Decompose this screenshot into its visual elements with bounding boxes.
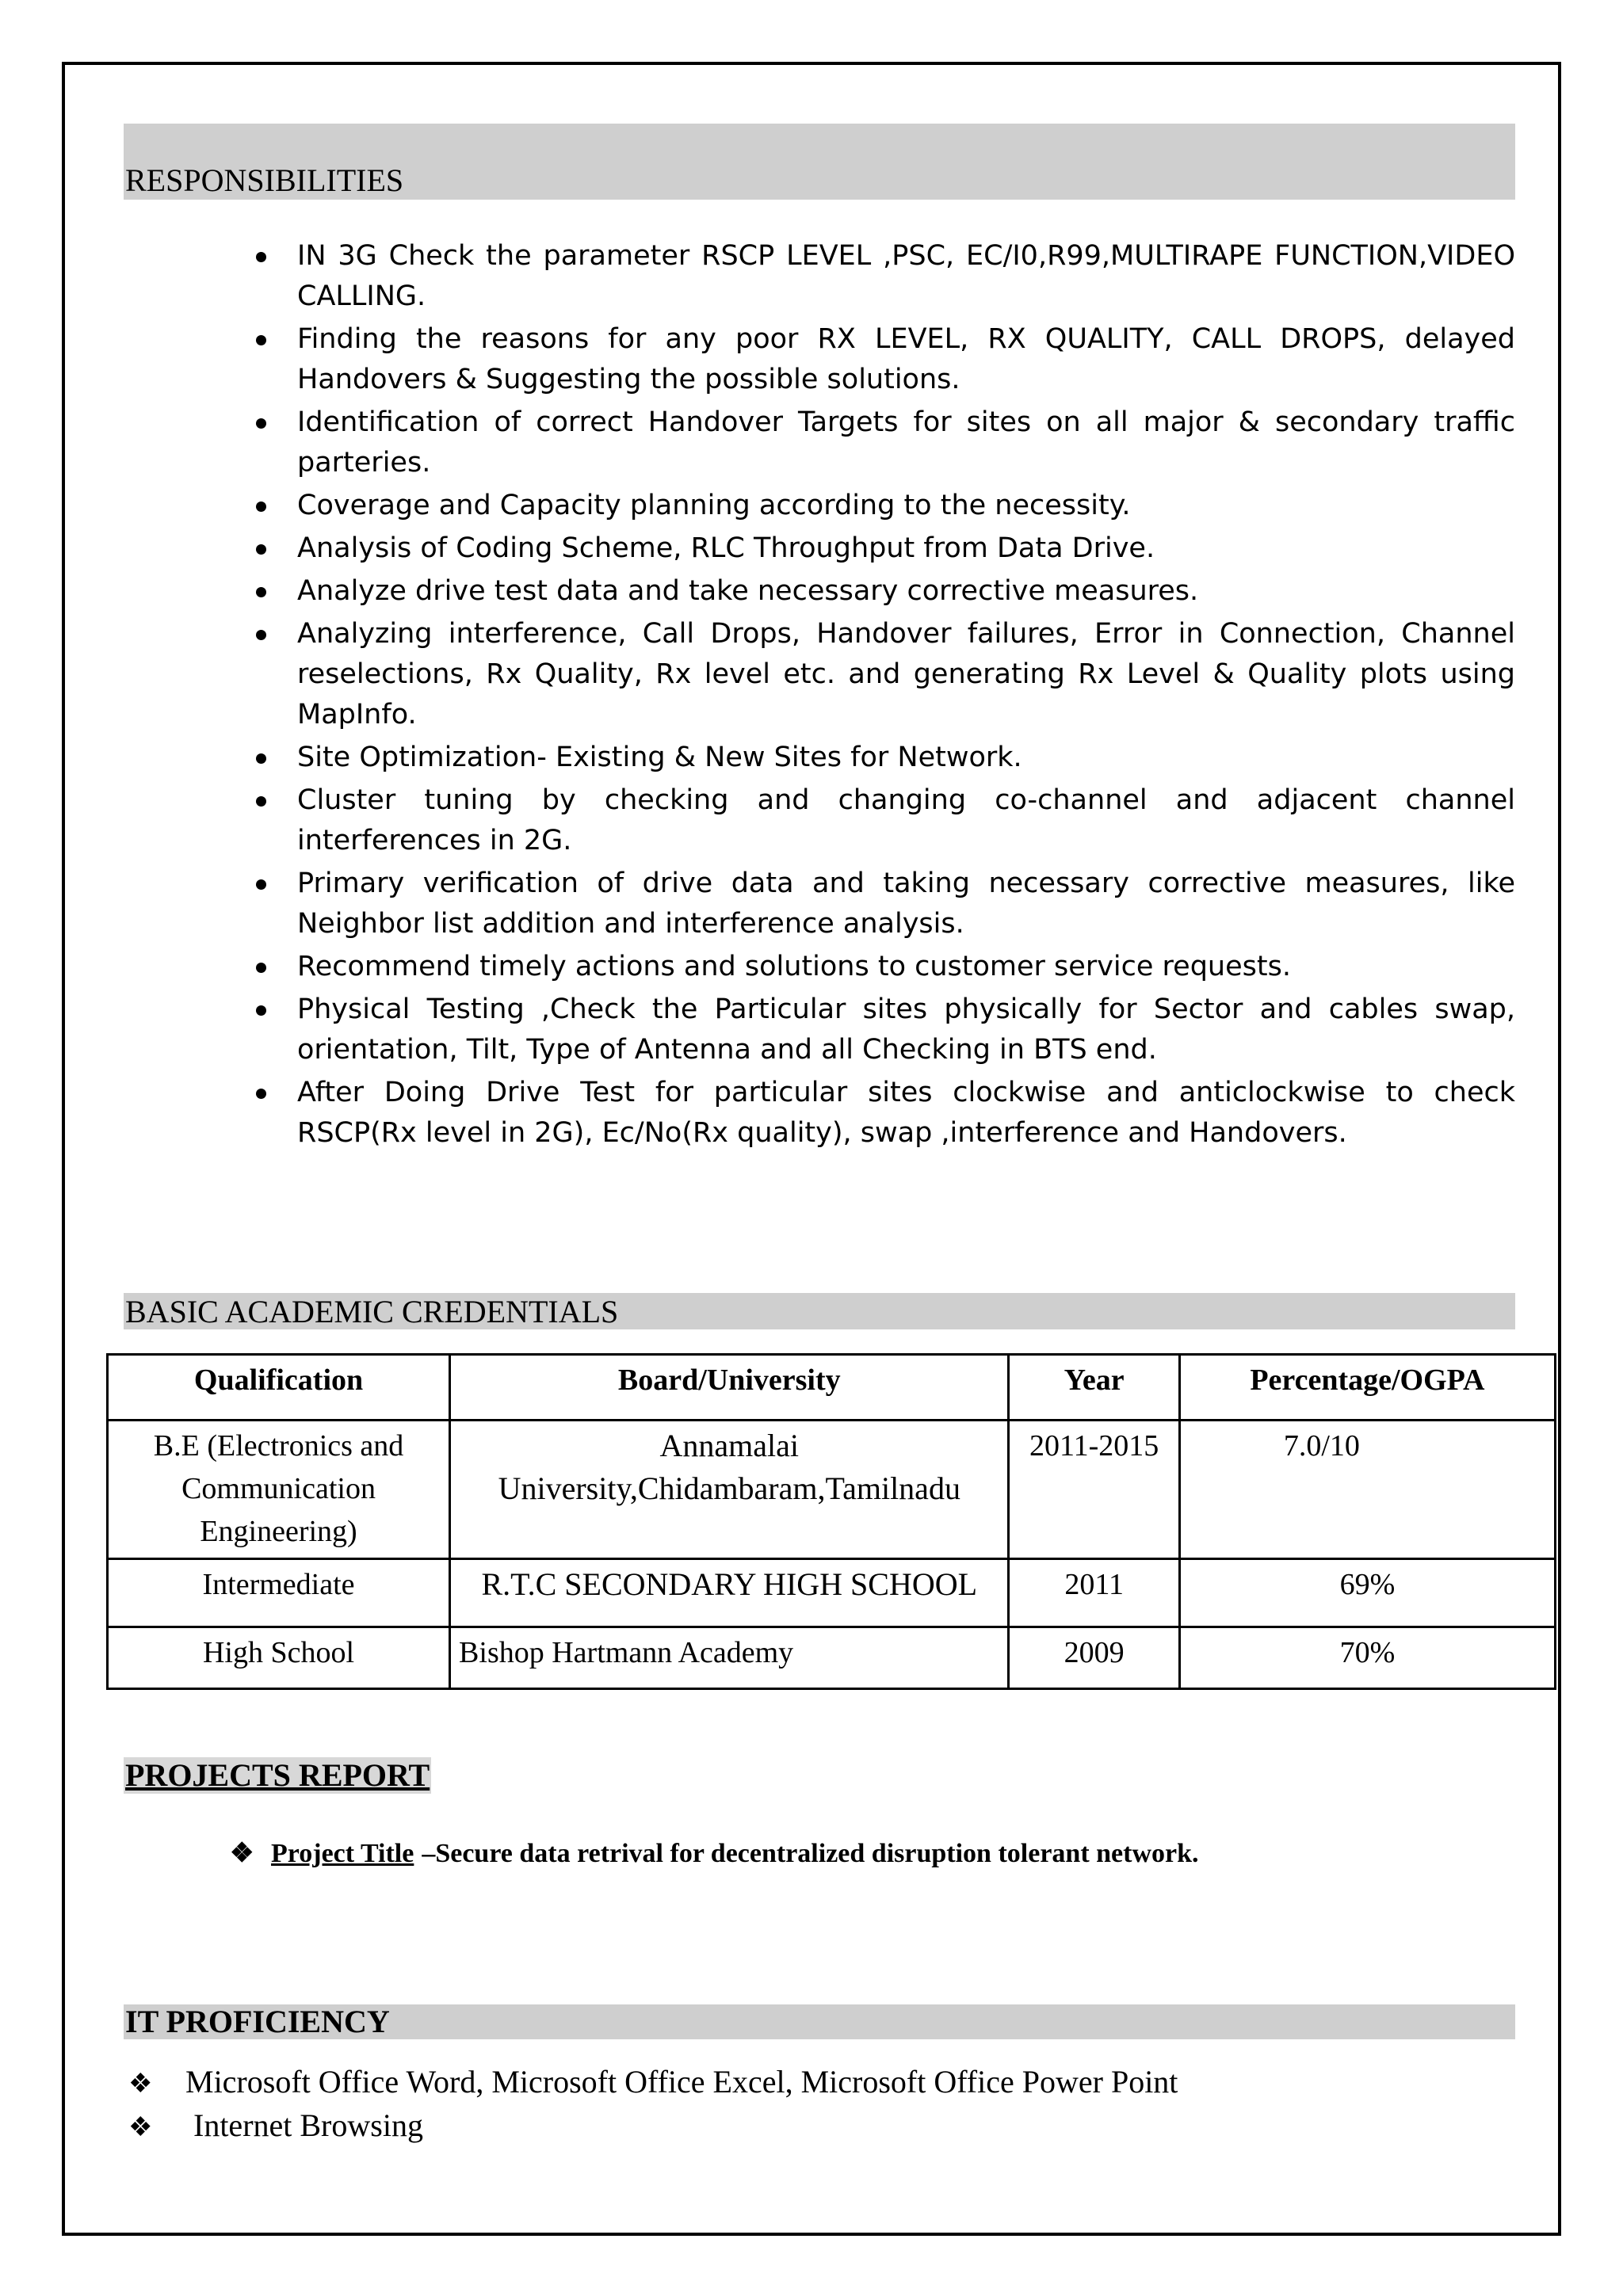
responsibility-item: After Doing Drive Test for particular sites clockwise and anticlockwise to check RSCP(Rx level in 2G), Ec/No(Rx quality), swap ,interference and Handovers. (297, 1073, 1515, 1154)
it-item-text: Internet Browsing (193, 2107, 423, 2143)
column-header: Qualification (108, 1355, 450, 1421)
table-row (108, 1559, 1556, 1627)
responsibility-item: Analyzing interference, Call Drops, Handover failures, Error in Connection, Channel reselections, Rx Quality, Rx level etc. and generating Rx Level & Quality plots using MapInfo. (297, 614, 1515, 735)
responsibility-item: Primary verification of drive data and taking necessary corrective measures, like Neighbor list addition and interference analysis. (297, 864, 1515, 944)
table-header-row (108, 1355, 1556, 1421)
table-cell: 2009 (1009, 1627, 1179, 1689)
responsibility-item: Cluster tuning by checking and changing co-channel and adjacent channel interferences in 2G. (297, 780, 1515, 861)
table-cell: B.E (Electronics and Communication Engineering) (108, 1421, 450, 1559)
column-header: Board/University (450, 1355, 1009, 1421)
table-row (108, 1627, 1556, 1689)
table-cell: Intermediate (108, 1559, 450, 1627)
list-item (128, 2061, 1178, 2105)
responsibility-item: Analyze drive test data and take necessary corrective measures. (297, 571, 1515, 612)
it-list (128, 2061, 1178, 2149)
column-header: Year (1009, 1355, 1179, 1421)
table-cell: 69% (1179, 1559, 1555, 1627)
responsibilities-heading-band (124, 124, 1515, 200)
academics-heading-band (124, 1293, 1515, 1329)
responsibilities-list (246, 236, 1515, 1156)
responsibility-item: Finding the reasons for any poor RX LEVEL, RX QUALITY, CALL DROPS, delayed Handovers & Suggesting the possible solutions. (297, 319, 1515, 400)
it-item-text: Microsoft Office Word, Microsoft Office Excel, Microsoft Office Power Point (185, 2064, 1178, 2100)
project-item (230, 1836, 1199, 1871)
diamond-bullet-icon: ❖ (128, 2113, 153, 2142)
table-cell: 70% (1179, 1627, 1555, 1689)
table-cell: Bishop Hartmann Academy (450, 1627, 1009, 1689)
academics-table (106, 1353, 1556, 1690)
table-cell: High School (108, 1627, 450, 1689)
project-title-label: Project Title (271, 1839, 414, 1868)
table-cell: 2011-2015 (1009, 1421, 1179, 1559)
academics-heading: BASIC ACADEMIC CREDENTIALS (125, 1294, 619, 1329)
table-cell: R.T.C SECONDARY HIGH SCHOOL (450, 1559, 1009, 1627)
diamond-bullet-icon: ❖ (230, 1839, 254, 1868)
it-heading-band (124, 2004, 1515, 2039)
list-item (128, 2105, 1178, 2149)
responsibility-item: Analysis of Coding Scheme, RLC Throughput from Data Drive. (297, 528, 1515, 569)
column-header: Percentage/OGPA (1179, 1355, 1555, 1421)
diamond-bullet-icon: ❖ (128, 2069, 153, 2099)
table-cell: 7.0/10 (1179, 1421, 1555, 1559)
responsibility-item: Physical Testing ,Check the Particular sites physically for Sector and cables swap, orientation, Tilt, Type of Antenna and all Checking in BTS end. (297, 990, 1515, 1070)
table-row (108, 1421, 1556, 1559)
table-cell: 2011 (1009, 1559, 1179, 1627)
it-heading: IT PROFICIENCY (125, 2004, 390, 2039)
responsibilities-heading: RESPONSIBILITIES (125, 162, 404, 198)
responsibility-item: IN 3G Check the parameter RSCP LEVEL ,PSC, EC/I0,R99,MULTIRAPE FUNCTION,VIDEO CALLING. (297, 236, 1515, 317)
responsibility-item: Identification of correct Handover Targets for sites on all major & secondary traffic parteries. (297, 402, 1515, 483)
project-title-text: –Secure data retrival for decentralized disruption tolerant network. (422, 1839, 1199, 1868)
projects-heading: PROJECTS REPORT (125, 1757, 430, 1793)
responsibility-item: Recommend timely actions and solutions to customer service requests. (297, 947, 1515, 987)
responsibility-item: Site Optimization- Existing & New Sites for Network. (297, 738, 1515, 778)
responsibility-item: Coverage and Capacity planning according to the necessity. (297, 486, 1515, 526)
table-cell: Annamalai University,Chidambaram,Tamilnadu (450, 1421, 1009, 1559)
